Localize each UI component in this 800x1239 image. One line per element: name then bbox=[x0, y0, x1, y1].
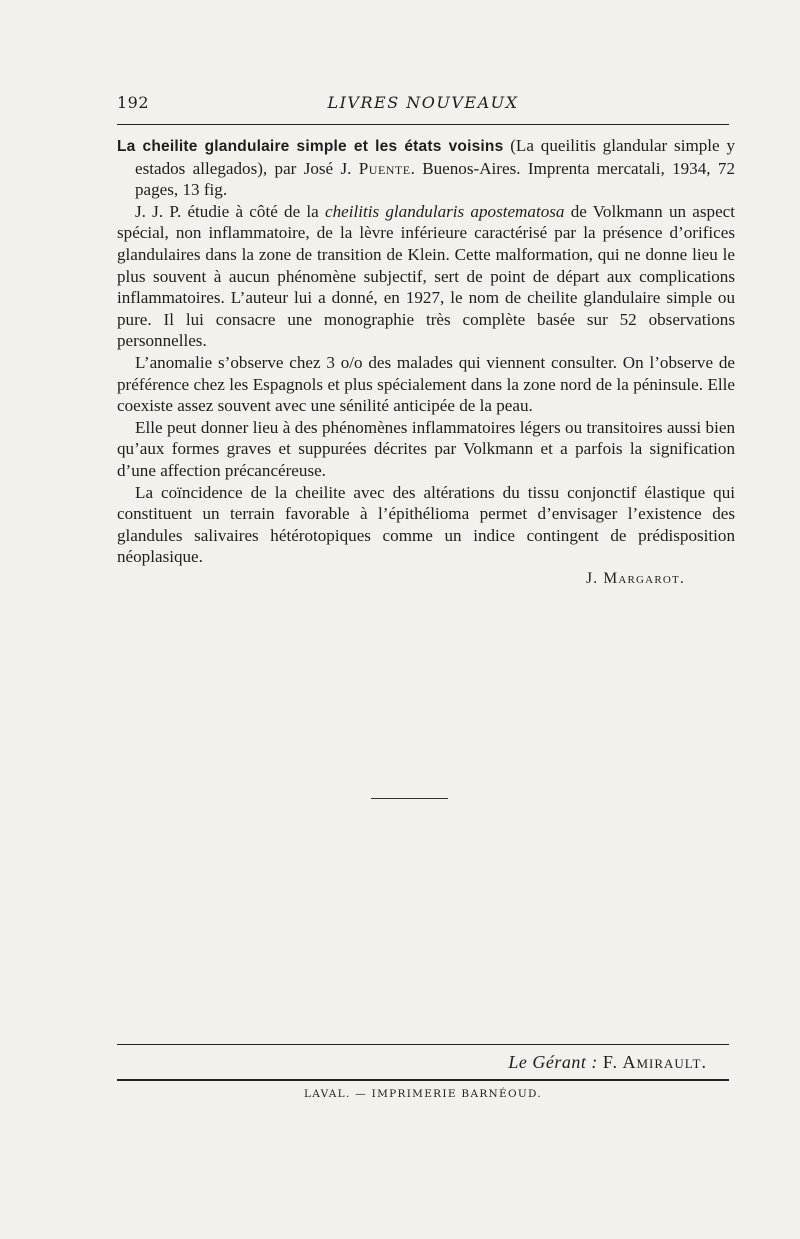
review-paragraph-3: Elle peut donner lieu à des phénomènes inflammatoires légers ou transitoires aussi bien qu’aux formes graves et suppurées décrites par Volkmann et a parfois la signification d’une affection précancéreuse. bbox=[117, 417, 735, 480]
review-paragraph-2: L’anomalie s’observe chez 3 o/o des malades qui viennent consulter. On l’observe de préférence chez les Espagnols et plus spécialement dans la zone nord de la péninsule. Elle coexiste assez souvent avec une sénilité anticipée de la peau. bbox=[117, 352, 735, 416]
manager-line bbox=[117, 1052, 707, 1073]
manager-label: Le Gérant : bbox=[508, 1052, 598, 1072]
footer-rule-top bbox=[117, 1044, 729, 1045]
review-citation bbox=[117, 135, 735, 201]
p1-start: J. J. P. étudie à côté de la bbox=[135, 201, 325, 221]
review-paragraph-1 bbox=[117, 201, 735, 352]
p1-italic-term: cheilitis glandularis apostematosa bbox=[324, 201, 565, 221]
review-paragraph-4: La coïncidence de la cheilite avec des altérations du tissu conjonctif élastique qui constituent un terrain favorable à l’épithélioma permet d’envisager l’existence des glandules salivaires hétérotopiques comme un indice contingent de prédisposition néoplasique. bbox=[117, 482, 735, 567]
book-review bbox=[117, 135, 735, 589]
header-rule bbox=[117, 124, 729, 125]
author-surname: Puente bbox=[358, 158, 411, 178]
section-divider bbox=[371, 798, 448, 799]
printer-imprint: LAVAL. — IMPRIMERIE BARNÉOUD. bbox=[303, 1088, 543, 1100]
page-header bbox=[117, 93, 729, 117]
citation-text-1: (La queilitis glandular simple y estados allegados), par José J. bbox=[135, 136, 735, 178]
running-title: LIVRES NOUVEAUX bbox=[327, 93, 519, 112]
citation-text-2: . Buenos-Aires. Imprenta mercatali, 1934, 72 pages, 13 fig. bbox=[135, 158, 735, 200]
footer-rule-bottom bbox=[117, 1079, 729, 1081]
manager-name: F. Amirault. bbox=[602, 1052, 707, 1072]
page-number: 192 bbox=[117, 93, 150, 112]
reviewer-signature: J. Margarot. bbox=[585, 569, 685, 587]
p1-end: de Volkmann un aspect spécial, non inflammatoire, de la lèvre inférieure caractérisé par la présence d’orifices glandulaires dans la zone de transition de Klein. Cette malformation, qui ne donne lieu le plus souvent à aucun phénomène subjectif, sert de point de départ aux complications inflammatoires. L’auteur lui a donné, en 1927, le nom de cheilite glandulaire simple ou pure. Il lui consacre une monographie très complète basée sur 52 observations personnelles. bbox=[117, 201, 736, 351]
book-title: La cheilite glandulaire simple et les états voisins bbox=[117, 138, 504, 155]
